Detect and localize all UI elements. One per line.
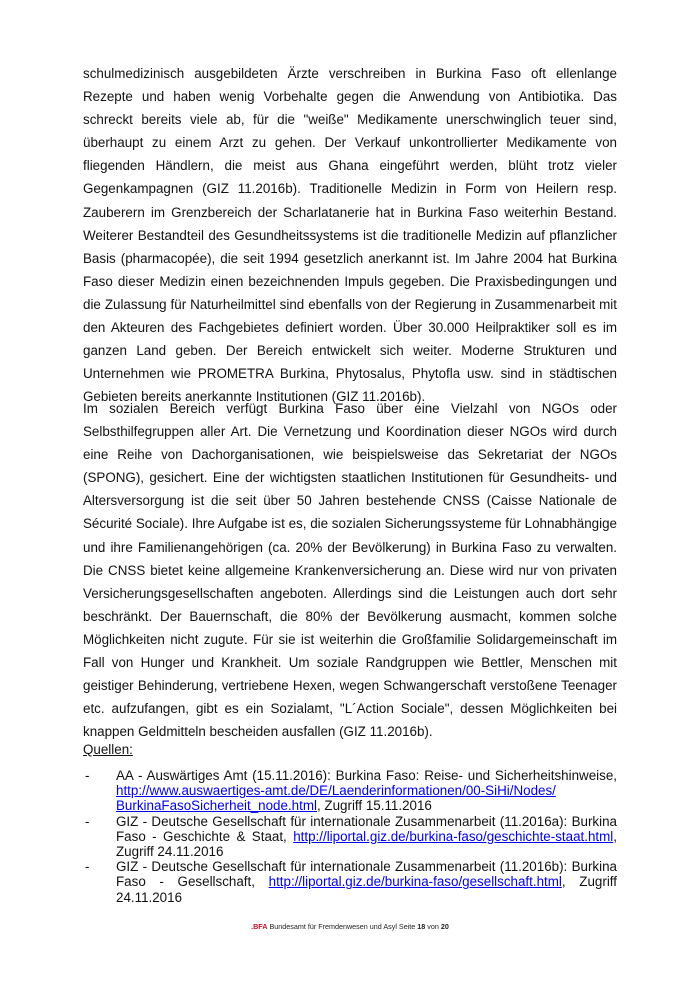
source-link[interactable]: http://liportal.giz.de/burkina-faso/gesellschaft.html xyxy=(268,874,562,890)
page-total: 20 xyxy=(440,922,449,931)
source-link[interactable]: http://www.auswaertiges-amt.de/DE/Laenderinformationen/00-SiHi/Nodes/ BurkinaFasoSicherheit_node.html xyxy=(116,783,556,814)
page-footer xyxy=(0,922,700,931)
sources-heading: Quellen: xyxy=(83,742,133,757)
sources-list xyxy=(83,768,617,905)
source-access-date: , Zugriff 24.11.2016 xyxy=(116,874,617,905)
bfa-logo: .BFA xyxy=(251,922,268,931)
source-text: AA - Auswärtiges Amt (15.11.2016): Burkina Faso: Reise- und Sicherheitshinweise, xyxy=(116,768,617,783)
paragraph-social-sector xyxy=(83,397,617,743)
source-text: GIZ - Deutsche Gesellschaft für internationale Zusammenarbeit (11.2016b): Burkina Faso - Gesellschaft, xyxy=(116,859,617,890)
paragraph-text: schulmedizinisch ausgebildeten Ärzte verschreiben in Burkina Faso oft ellenlange Rezepte und haben wenig Vorbehalte gegen die Anwendung von Antibiotika. Das schreckt bereits viele ab, für die "weiße" Medikamente unerschwinglich teuer sind, überhaupt zu einem Arzt zu gehen. Der Verkauf unkontrollierter Medikamente von fliegenden Händlern, die meist aus Ghana eingeführt werden, blüht trotz vieler Gegenkampagnen (GIZ 11.2016b). Traditionelle Medizin in Form von Heilern resp. Zauberern im Grenzbereich der Scharlatanerie hat in Burkina Faso weiterhin Bestand. Weiterer Bestandteil des Gesundheitssystems ist die traditionelle Medizin auf pflanzlicher Basis (pharmacopée), die seit 1994 gesetzlich anerkannt ist. Im Jahre 2004 hat Burkina Faso dieser Medizin einen bezeichnenden Impuls gegeben. Die Praxisbedingungen und die Zulassung für Naturheilmittel sind ebenfalls von der Regierung in Zusammenarbeit mit den Akteuren des Fachgebietes definiert worden. Über 30.000 Heilpraktiker soll es im ganzen Land geben. Der Bereich entwickelt sich weiter. Moderne Strukturen und Unternehmen wie PROMETRA Burkina, Phytosalus, Phytofla usw. sind in städtischen Gebieten bereits anerkannte Institutionen (GIZ 11.2016b). xyxy=(83,66,617,405)
page-number: 18 xyxy=(417,922,426,931)
footer-of: von xyxy=(425,922,441,931)
source-item xyxy=(83,859,617,905)
footer-org: Bundesamt für Fremdenwesen und Asyl Seite xyxy=(267,922,418,931)
source-text: GIZ - Deutsche Gesellschaft für internationale Zusammenarbeit (11.2016a): Burkina Faso - Geschichte & Staat, xyxy=(116,813,617,844)
source-item xyxy=(83,814,617,860)
paragraph-health-system xyxy=(83,62,617,408)
bullet-dash: - xyxy=(85,813,90,829)
bullet-dash: - xyxy=(85,859,90,875)
source-access-date: , Zugriff 24.11.2016 xyxy=(116,828,617,860)
source-access-date: , Zugriff 15.11.2016 xyxy=(316,798,432,814)
source-item xyxy=(83,768,617,814)
paragraph-text: Im sozialen Bereich verfügt Burkina Faso über eine Vielzahl von NGOs oder Selbsthilfegruppen aller Art. Die Vernetzung und Koordination dieser NGOs wird durch eine Reihe von Dachorganisationen, wie beispielsweise das Sekretariat der NGOs (SPONG), gesichert. Eine der wichtigsten staatlichen Institutionen für Gesundheits- und Altersversorgung ist die seit über 50 Jahren bestehende CNSS (Caisse Nationale de Sécurité Sociale). Ihre Aufgabe ist es, die sozialen Sicherungssysteme für Lohnabhängige und ihre Familienangehörigen (ca. 20% der Bevölkerung) in Burkina Faso zu verwalten. Die CNSS bietet keine allgemeine Krankenversicherung an. Diese wird nur von privaten Versicherungsgesellschaften angeboten. Allerdings sind die Leistungen auch dort sehr beschränkt. Der Bauernschaft, die 80% der Bevölkerung ausmacht, kommen solche Möglichkeiten nicht zugute. Für sie ist weiterhin die Großfamilie Solidargemeinschaft im Fall von Hunger und Krankheit. Um soziale Randgruppen wie Bettler, Menschen mit geistiger Behinderung, vertriebene Hexen, wegen Schwangerschaft verstoßene Teenager etc. aufzufangen, gibt es ein Sozialamt, "L´Action Sociale", dessen Möglichkeiten bei knappen Geldmitteln bescheiden ausfallen (GIZ 11.2016b). xyxy=(83,401,617,740)
bullet-dash: - xyxy=(85,768,90,783)
source-link[interactable]: http://liportal.giz.de/burkina-faso/geschichte-staat.html xyxy=(293,828,614,844)
